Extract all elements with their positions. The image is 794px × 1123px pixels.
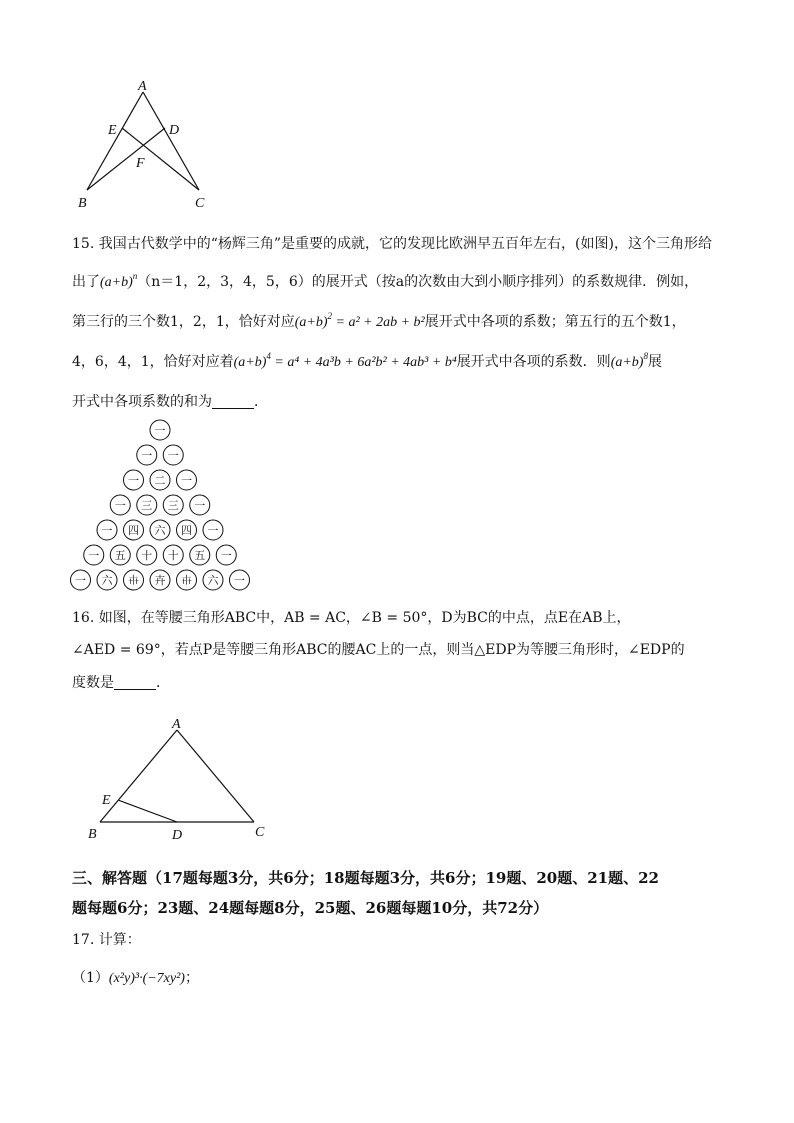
pascal-number: 一 bbox=[207, 524, 219, 537]
q17-title: 17. 计算： bbox=[72, 932, 141, 948]
pascal-cell bbox=[97, 570, 117, 590]
line-ab bbox=[87, 92, 143, 190]
line-ec bbox=[122, 128, 199, 190]
pascal-number: 一 bbox=[220, 549, 232, 562]
q17-part1: （1）(x²y)³·(−7xy²)； bbox=[72, 970, 199, 986]
label-f: F bbox=[136, 156, 145, 171]
pascal-number: 二 bbox=[154, 474, 166, 487]
q16-line3: 度数是 ． bbox=[72, 675, 170, 691]
pascal-number: 一 bbox=[128, 474, 139, 487]
label-e: E bbox=[102, 793, 111, 808]
pascal-cell bbox=[137, 495, 157, 515]
line-ac bbox=[177, 730, 254, 822]
pascal-cell bbox=[177, 470, 197, 490]
pascal-cell bbox=[124, 470, 144, 490]
pascal-number: 一 bbox=[167, 449, 179, 462]
q15-line2: 出了$(a+b)^n(n=1$，2，3，4，5，6）的展开式（按a的次数由大到小顺序排列）的系数规律．例如， bbox=[72, 271, 699, 290]
pascal-number: 四 bbox=[181, 524, 192, 537]
pascal-cell bbox=[216, 545, 236, 565]
pascal-number: 一 bbox=[234, 574, 245, 587]
pascal-cell bbox=[190, 545, 210, 565]
q15-line5: 开式中各项系数的和为 ． bbox=[72, 394, 268, 410]
pascal-cell bbox=[163, 445, 183, 465]
pascal-number: 五 bbox=[114, 549, 126, 562]
section3-line1: 三、解答题（17题每题3分，共6分；18题每题3分，共6分；19题、20题、21题、22 bbox=[72, 869, 659, 887]
answer-blank-15[interactable] bbox=[212, 394, 254, 409]
expr-a-plus-b-2: $(a+b)^2 = a^2 + 2ab + b^2$ bbox=[294, 311, 425, 330]
pascal-number: 六 bbox=[154, 524, 166, 537]
pascal-number: 𠦃 bbox=[181, 574, 192, 587]
line-db bbox=[87, 128, 165, 190]
answer-blank-16[interactable] bbox=[114, 675, 156, 690]
line-ac bbox=[143, 92, 199, 190]
pascal-cell bbox=[190, 495, 210, 515]
pascal-cell bbox=[150, 520, 170, 540]
pascal-number: 十 bbox=[141, 549, 153, 562]
label-d: D bbox=[169, 123, 180, 138]
pascal-cell bbox=[203, 570, 223, 590]
label-b: B bbox=[88, 827, 97, 842]
label-b: B bbox=[78, 196, 87, 211]
label-d: D bbox=[172, 828, 183, 843]
pascal-cell bbox=[150, 420, 170, 440]
pascal-number: 一 bbox=[194, 499, 206, 512]
pascal-cell bbox=[230, 570, 250, 590]
pascal-number: 𠦃 bbox=[128, 574, 139, 587]
pascal-cell bbox=[150, 570, 170, 590]
pascal-number: 五 bbox=[194, 549, 206, 562]
pascal-cell bbox=[137, 545, 157, 565]
pascal-cell bbox=[203, 520, 223, 540]
pascal-number: 六 bbox=[207, 574, 219, 587]
q15-line1: 15. 我国古代数学中的“杨辉三角”是重要的成就，它的发现比欧洲早五百年左右，(如图)，这个三角形给 bbox=[72, 236, 712, 252]
pascal-cell bbox=[97, 520, 117, 540]
q15-line4: 4，6，4，1，恰好对应着$(a+b)^4 = a^4 + 4a^3b + 6a^2b^2 + 4ab^3 + b^4$展开式中各项的系数．则$(a+b)^8$展 bbox=[72, 351, 662, 370]
pascal-number: 一 bbox=[75, 574, 86, 587]
pascal-number: 六 bbox=[101, 574, 113, 587]
figure-triangle-aef bbox=[70, 72, 220, 217]
pascal-cell bbox=[110, 495, 130, 515]
pascal-cell bbox=[150, 470, 170, 490]
pascal-cell bbox=[177, 570, 197, 590]
label-c: C bbox=[255, 825, 265, 840]
pascal-number: 三 bbox=[167, 499, 179, 512]
pascal-number: 𠦄 bbox=[154, 574, 166, 587]
pascal-cell bbox=[124, 520, 144, 540]
q16-line2: ∠AED = 69°，若点P是等腰三角形ABC的腰AC上的一点，则当△EDP为等腰三角形时，∠EDP的 bbox=[72, 642, 685, 658]
pascal-cell bbox=[177, 520, 197, 540]
pascal-number: 十 bbox=[167, 549, 179, 562]
pascal-cell bbox=[137, 445, 157, 465]
q16-line1: 16. 如图，在等腰三角形ABC中，AB = AC，∠B = 50°，D为BC的中点，点E在AB上， bbox=[72, 610, 631, 626]
pascal-cell bbox=[71, 570, 91, 590]
pascal-number: 一 bbox=[154, 424, 166, 437]
expr-a-plus-b-n: $(a+b)^n$ bbox=[100, 271, 138, 290]
expr-a-plus-b-4: $(a+b)^4 = a^4 + 4a^3b + 6a^2b^2 + 4ab^3 + b^4$ bbox=[233, 351, 457, 370]
q15-line3: 第三行的三个数1，2，1，恰好对应$(a+b)^2 = a^2 + 2ab + b^2$展开式中各项的系数；第五行的五个数1， bbox=[72, 311, 686, 330]
pascal-cell bbox=[84, 545, 104, 565]
pascal-number: 一 bbox=[114, 499, 126, 512]
pascal-number: 四 bbox=[128, 524, 139, 537]
pascal-number: 一 bbox=[181, 474, 192, 487]
section3-line2: 题每题6分；23题、24题每题8分，25题、26题每题10分，共72分） bbox=[72, 899, 549, 917]
label-a: A bbox=[138, 79, 147, 94]
pascal-cell bbox=[163, 545, 183, 565]
pascal-cell bbox=[110, 545, 130, 565]
pascal-number: 三 bbox=[141, 499, 153, 512]
pascal-number: 一 bbox=[141, 449, 153, 462]
figure-isosceles-abc bbox=[80, 712, 280, 847]
q17-part1-expr: (x²y)³·(−7xy²) bbox=[108, 971, 185, 986]
label-c: C bbox=[195, 196, 205, 211]
yanghui-triangle bbox=[62, 418, 272, 598]
label-a: A bbox=[172, 717, 181, 732]
expr-a-plus-b-8: $(a+b)^8$ bbox=[610, 351, 648, 370]
label-e: E bbox=[108, 123, 117, 138]
pascal-number: 一 bbox=[101, 524, 113, 537]
pascal-cell bbox=[163, 495, 183, 515]
pascal-cell bbox=[124, 570, 144, 590]
line-ed bbox=[118, 800, 177, 822]
pascal-number: 一 bbox=[88, 549, 100, 562]
